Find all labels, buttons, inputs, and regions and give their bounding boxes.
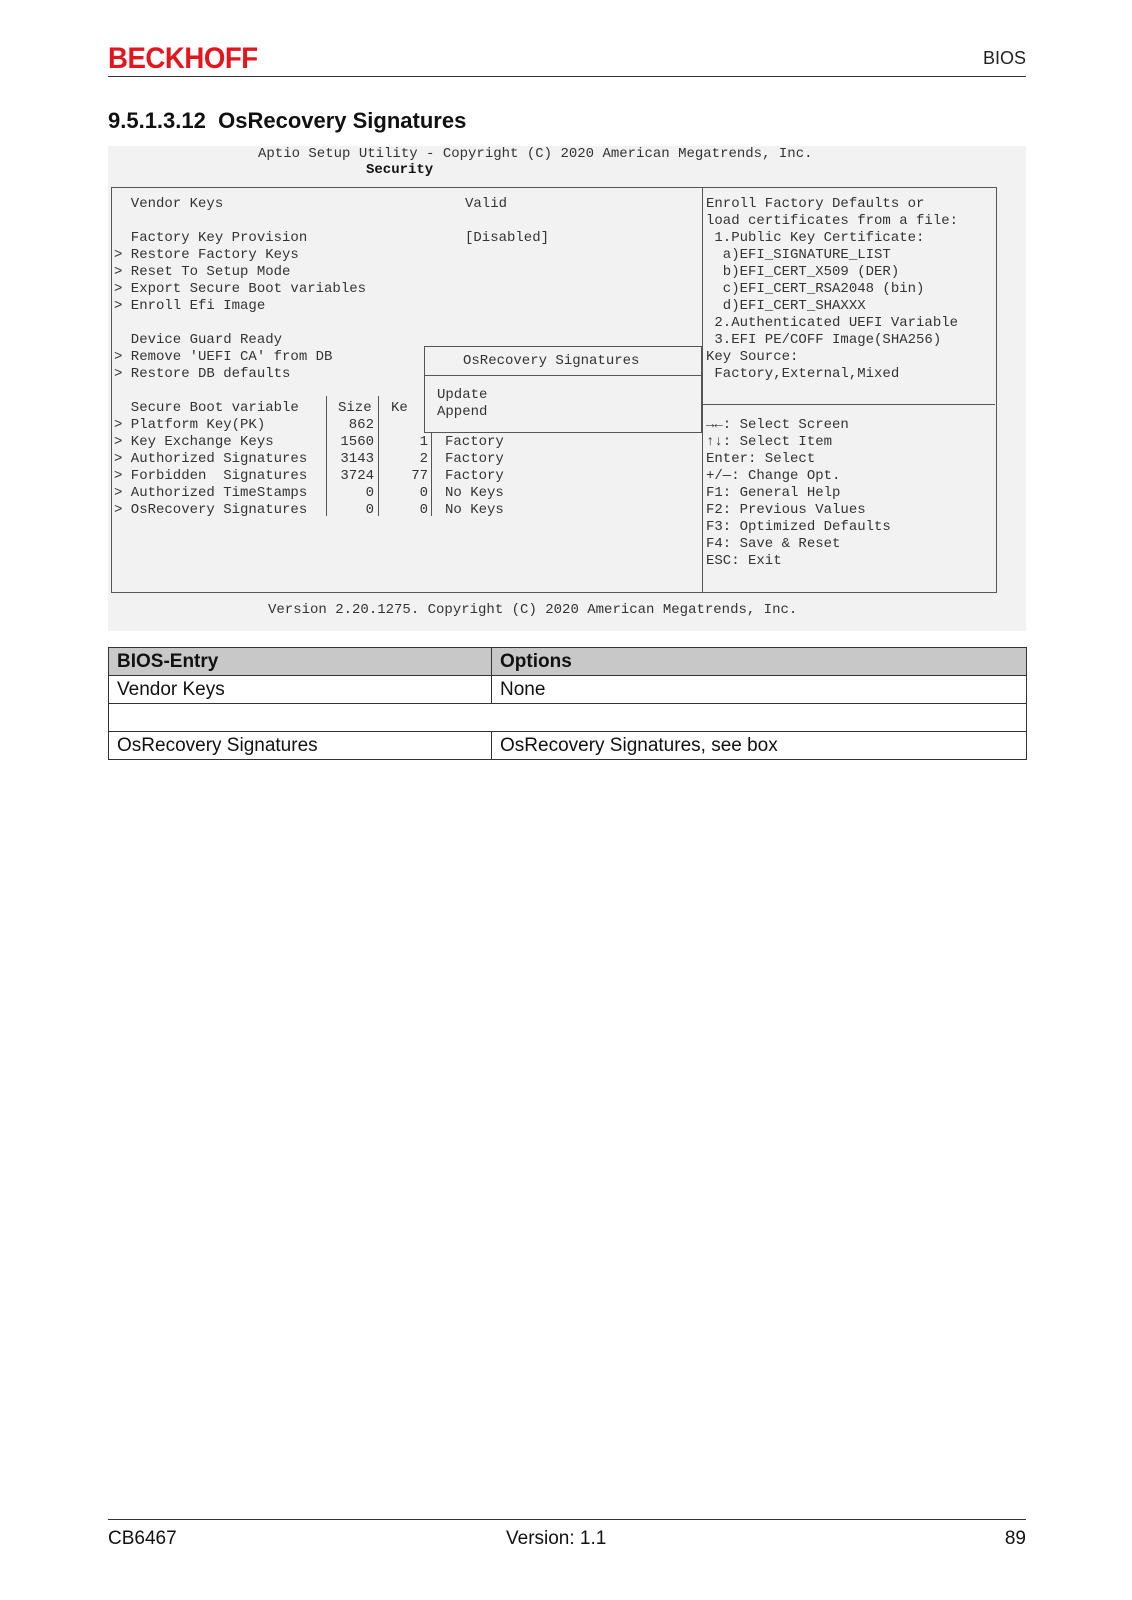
bios-bottom-line: Version 2.20.1275. Copyright (C) 2020 American Megatrends, Inc. — [268, 602, 798, 618]
table-cell: OsRecovery Signatures, see box — [492, 732, 1027, 760]
bios-help-divider — [702, 404, 995, 405]
page-header — [108, 40, 1026, 77]
popup-option-append[interactable]: Append — [437, 404, 488, 420]
key-legend-line: Enter: Select — [706, 451, 816, 467]
keycount-cell: 0 — [419, 502, 428, 518]
footer-page-number: 89 — [1004, 1528, 1026, 1549]
key-legend-line: F3: Optimized Defaults — [706, 519, 891, 535]
key-legend-line: F1: General Help — [706, 485, 841, 501]
menu-item-device-guard-ready: Device Guard Ready — [114, 332, 283, 348]
keysource-cell: Factory — [445, 468, 504, 484]
menu-item-export-secure-boot[interactable]: > Export Secure Boot variables — [114, 281, 367, 297]
help-line: Factory,External,Mixed — [706, 366, 900, 382]
table-col-divider-3 — [431, 431, 432, 516]
keycount-cell: 2 — [419, 451, 428, 467]
table-row — [109, 732, 1027, 760]
help-line: 1.Public Key Certificate: — [706, 230, 925, 246]
bios-screenshot — [108, 146, 1026, 631]
help-line: a)EFI_SIGNATURE_LIST — [706, 247, 891, 263]
keycount-cell: 1 — [419, 434, 428, 450]
table-cell-empty — [109, 704, 1027, 732]
help-line: d)EFI_CERT_SHAXXX — [706, 298, 866, 314]
help-line: load certificates from a file: — [706, 213, 959, 229]
size-cell: 3143 — [340, 451, 374, 467]
popup-option-update[interactable]: Update — [437, 387, 488, 403]
key-legend-line: ESC: Exit — [706, 553, 782, 569]
keycount-cell: 0 — [419, 485, 428, 501]
table-cell: None — [492, 676, 1027, 704]
footer-version: Version: 1.1 — [506, 1528, 607, 1549]
section-heading — [108, 108, 466, 134]
bios-divider — [702, 187, 703, 592]
footer-doc-id: CB6467 — [108, 1528, 177, 1549]
table-row — [109, 676, 1027, 704]
help-line: 2.Authenticated UEFI Variable — [706, 315, 959, 331]
bios-tab-security[interactable]: Security — [366, 162, 434, 178]
keysource-cell: Factory — [445, 434, 504, 450]
menu-item-remove-uefi-ca[interactable]: > Remove 'UEFI CA' from DB — [114, 349, 333, 365]
menu-item-authorized-timestamps[interactable]: > Authorized TimeStamps — [114, 485, 308, 501]
beckhoff-logo: BECKHOFF — [108, 42, 258, 75]
menu-item-forbidden-signatures[interactable]: > Forbidden Signatures — [114, 468, 308, 484]
keysource-cell: Factory — [445, 451, 504, 467]
menu-item-osrecovery-signatures[interactable]: > OsRecovery Signatures — [114, 502, 308, 518]
table-header-keys: Ke — [391, 400, 408, 416]
menu-item-vendor-keys: Vendor Keys — [114, 196, 224, 212]
help-line: 3.EFI PE/COFF Image(SHA256) — [706, 332, 942, 348]
help-line: Key Source: — [706, 349, 799, 365]
chapter-label: BIOS — [982, 48, 1026, 68]
popup-divider — [425, 375, 701, 376]
keysource-cell: No Keys — [445, 485, 504, 501]
value-vendor-keys: Valid — [465, 196, 508, 212]
options-table — [108, 647, 1027, 760]
size-cell: 3724 — [340, 468, 374, 484]
size-cell: 0 — [365, 502, 374, 518]
help-line: Enroll Factory Defaults or — [706, 196, 925, 212]
keysource-cell: No Keys — [445, 502, 504, 518]
menu-item-restore-db-defaults[interactable]: > Restore DB defaults — [114, 366, 291, 382]
help-line: b)EFI_CERT_X509 (DER) — [706, 264, 900, 280]
column-header-bios-entry: BIOS-Entry — [109, 648, 492, 676]
key-legend-line: F4: Save & Reset — [706, 536, 841, 552]
key-legend-line: +/—: Change Opt. — [706, 468, 841, 484]
value-factory-key-provision[interactable]: [Disabled] — [465, 230, 550, 246]
menu-item-platform-key[interactable]: > Platform Key(PK) — [114, 417, 266, 433]
size-cell: 862 — [348, 417, 374, 433]
menu-item-restore-factory-keys[interactable]: > Restore Factory Keys — [114, 247, 299, 263]
size-cell: 1560 — [340, 434, 374, 450]
popup-title: OsRecovery Signatures — [463, 353, 640, 369]
table-col-divider-2 — [378, 396, 379, 516]
key-legend-line: F2: Previous Values — [706, 502, 866, 518]
menu-item-key-exchange-keys[interactable]: > Key Exchange Keys — [114, 434, 274, 450]
menu-item-factory-key-provision[interactable]: Factory Key Provision — [114, 230, 308, 246]
bios-top-line: Aptio Setup Utility - Copyright (C) 2020 American Megatrends, Inc. — [258, 146, 813, 162]
menu-item-enroll-efi-image[interactable]: > Enroll Efi Image — [114, 298, 266, 314]
size-cell: 0 — [365, 485, 374, 501]
menu-item-reset-setup-mode[interactable]: > Reset To Setup Mode — [114, 264, 291, 280]
column-header-options: Options — [492, 648, 1027, 676]
key-legend-line: →←: Select Screen — [706, 417, 849, 433]
table-header-row — [109, 648, 1027, 676]
keycount-cell: 77 — [411, 468, 428, 484]
table-cell: OsRecovery Signatures — [109, 732, 492, 760]
osrecovery-popup — [424, 346, 702, 433]
help-line: c)EFI_CERT_RSA2048 (bin) — [706, 281, 925, 297]
page-footer — [108, 1519, 1026, 1549]
menu-item-authorized-signatures[interactable]: > Authorized Signatures — [114, 451, 308, 467]
table-row — [109, 704, 1027, 732]
table-header-variable: Secure Boot variable — [114, 400, 299, 416]
table-header-size: Size — [338, 400, 372, 416]
section-title: OsRecovery Signatures — [218, 108, 467, 133]
key-legend-line: ↑↓: Select Item — [706, 434, 833, 450]
table-cell: Vendor Keys — [109, 676, 492, 704]
section-number: 9.5.1.3.12 — [108, 108, 206, 133]
